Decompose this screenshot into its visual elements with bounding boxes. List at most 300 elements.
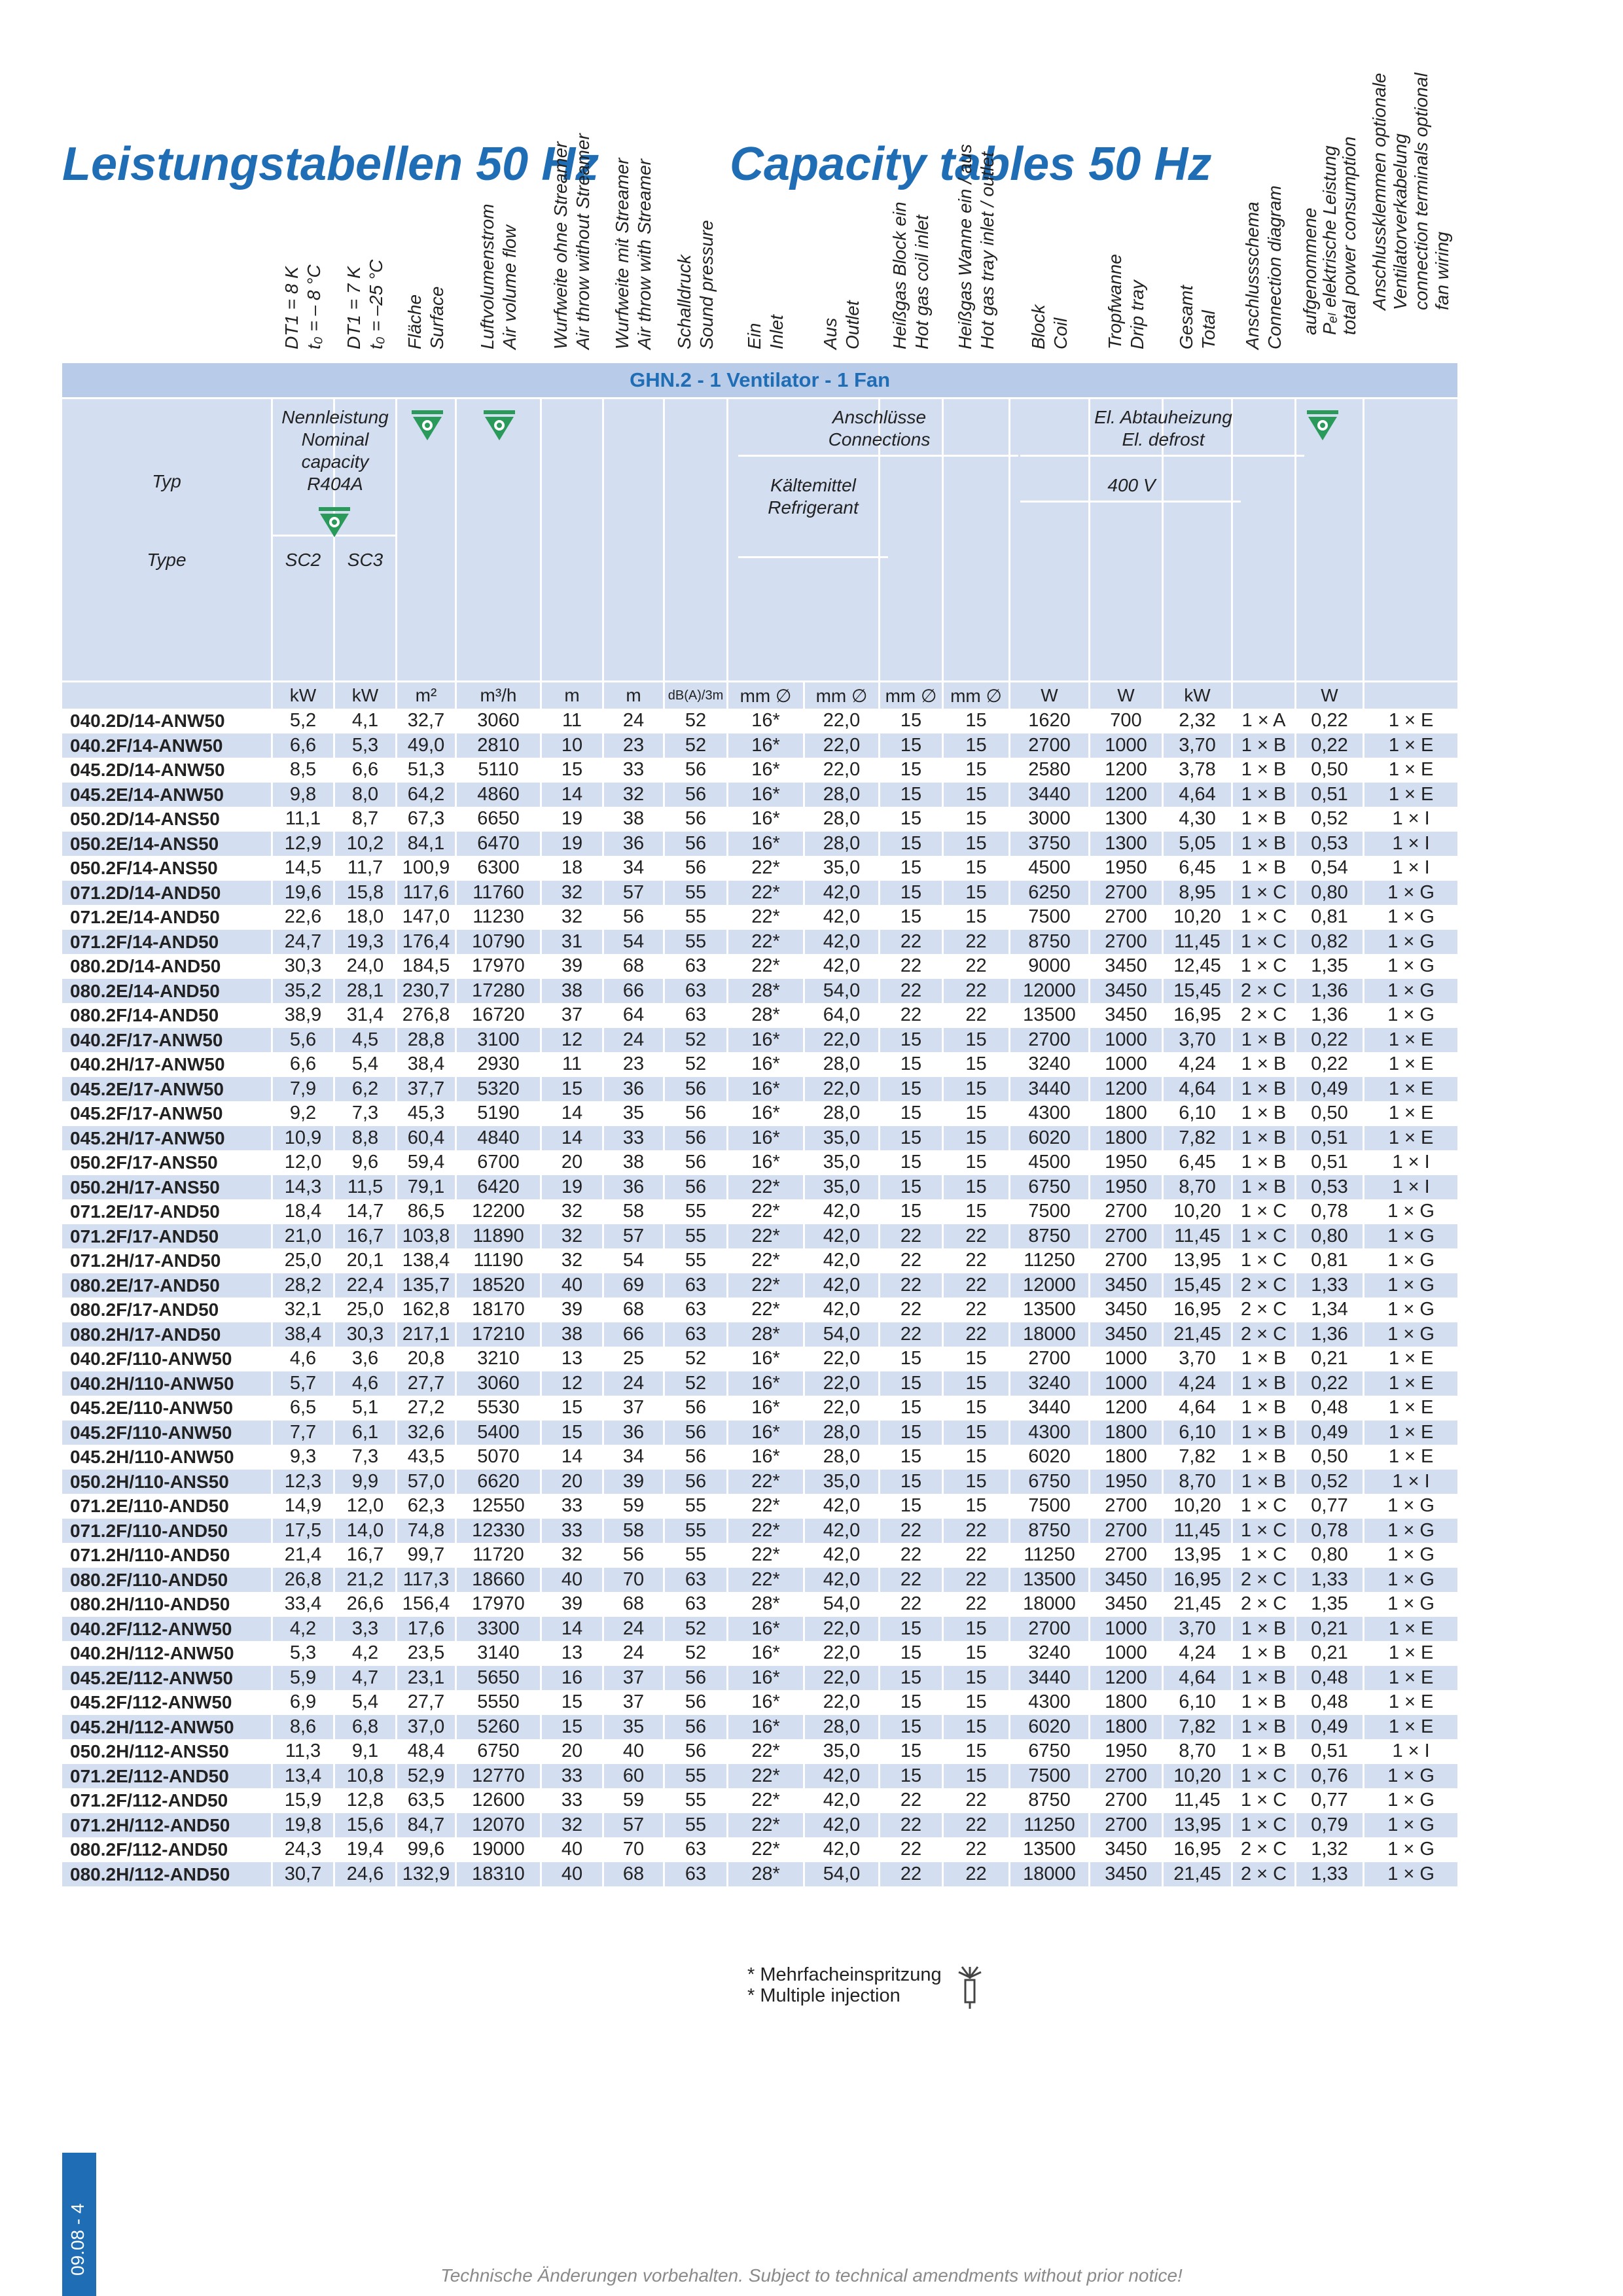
type-cell: 071.2H/112-AND50 — [62, 1813, 273, 1838]
value-cell: 42,0 — [805, 1298, 880, 1322]
value-cell: 7,7 — [273, 1421, 335, 1445]
value-cell: 23 — [604, 733, 665, 758]
value-cell: 0,22 — [1296, 1371, 1364, 1396]
value-cell: 4,30 — [1164, 807, 1233, 832]
value-cell: 57,0 — [397, 1470, 457, 1494]
value-cell: 22 — [944, 1568, 1010, 1593]
type-cell: 071.2E/112-AND50 — [62, 1764, 273, 1789]
type-cell: 080.2E/14-AND50 — [62, 979, 273, 1004]
value-cell: 1 × E — [1364, 1077, 1457, 1102]
type-cell: 080.2F/112-AND50 — [62, 1837, 273, 1862]
value-cell: 37 — [604, 1690, 665, 1715]
value-cell: 59,4 — [397, 1150, 457, 1175]
value-cell: 74,8 — [397, 1519, 457, 1544]
value-cell: 19,4 — [335, 1837, 397, 1862]
header-hotgas-block: Heißgas Block ein Hot gas coil inlet — [880, 399, 944, 680]
value-cell: 2700 — [1090, 1788, 1164, 1813]
value-cell: 3,70 — [1164, 1347, 1233, 1371]
type-cell: 045.2H/112-ANW50 — [62, 1715, 273, 1740]
table-row — [62, 1813, 1457, 1838]
value-cell: 1 × I — [1364, 807, 1457, 832]
value-cell: 16,95 — [1164, 1568, 1233, 1593]
header-sound: Schalldruck Sound pressure — [665, 399, 728, 680]
value-cell: 22 — [880, 1322, 944, 1347]
value-cell: 1 × G — [1364, 905, 1457, 930]
value-cell: 63 — [665, 1322, 728, 1347]
value-cell: 22* — [728, 1739, 805, 1764]
value-cell: 15 — [542, 1396, 604, 1421]
value-cell: 3450 — [1090, 954, 1164, 979]
value-cell: 4,24 — [1164, 1371, 1233, 1396]
table-row — [62, 1862, 1457, 1887]
value-cell: 4,24 — [1164, 1052, 1233, 1077]
type-cell: 071.2F/112-AND50 — [62, 1788, 273, 1813]
value-cell: 5,3 — [335, 733, 397, 758]
value-cell: 64 — [604, 1003, 665, 1028]
value-cell: 56 — [665, 856, 728, 881]
value-cell: 15 — [944, 1199, 1010, 1224]
value-cell: 15 — [944, 1150, 1010, 1175]
value-cell: 28,0 — [805, 1445, 880, 1470]
value-cell: 15 — [880, 1101, 944, 1126]
value-cell: 1,33 — [1296, 1568, 1364, 1593]
value-cell: 84,1 — [397, 832, 457, 857]
value-cell: 1 × G — [1364, 1813, 1457, 1838]
value-cell: 1 × B — [1233, 783, 1296, 807]
value-cell: 22,0 — [805, 758, 880, 783]
value-cell: 42,0 — [805, 1543, 880, 1568]
value-cell: 2700 — [1090, 1813, 1164, 1838]
value-cell: 35 — [604, 1715, 665, 1740]
value-cell: 2700 — [1010, 1617, 1090, 1642]
value-cell: 1 × B — [1233, 1371, 1296, 1396]
value-cell: 117,3 — [397, 1568, 457, 1593]
value-cell: 15 — [944, 1739, 1010, 1764]
value-cell: 15 — [944, 783, 1010, 807]
type-cell: 050.2F/14-ANS50 — [62, 856, 273, 881]
value-cell: 22* — [728, 856, 805, 881]
value-cell: 1 × B — [1233, 1641, 1296, 1666]
value-cell: 19000 — [457, 1837, 542, 1862]
value-cell: 3,78 — [1164, 758, 1233, 783]
value-cell: 15 — [880, 783, 944, 807]
value-cell: 8750 — [1010, 1788, 1090, 1813]
value-cell: 4300 — [1010, 1421, 1090, 1445]
type-cell: 050.2F/17-ANS50 — [62, 1150, 273, 1175]
value-cell: 1,34 — [1296, 1298, 1364, 1322]
type-cell: 071.2D/14-AND50 — [62, 881, 273, 906]
value-cell: 1950 — [1090, 1175, 1164, 1200]
value-cell: 9,2 — [273, 1101, 335, 1126]
value-cell: 32 — [604, 783, 665, 807]
value-cell: 12600 — [457, 1788, 542, 1813]
value-cell: 3060 — [457, 709, 542, 733]
table-row — [62, 758, 1457, 783]
value-cell: 22* — [728, 954, 805, 979]
value-cell: 18000 — [1010, 1592, 1090, 1617]
table-row — [62, 1543, 1457, 1568]
value-cell: 5,4 — [335, 1690, 397, 1715]
value-cell: 15 — [880, 1150, 944, 1175]
value-cell: 15 — [944, 1470, 1010, 1494]
value-cell: 42,0 — [805, 1837, 880, 1862]
value-cell: 0,78 — [1296, 1519, 1364, 1544]
value-cell: 25,0 — [335, 1298, 397, 1322]
value-cell: 1 × B — [1233, 1052, 1296, 1077]
value-cell: 22 — [880, 1519, 944, 1544]
value-cell: 0,53 — [1296, 832, 1364, 857]
value-cell: 33 — [542, 1494, 604, 1519]
value-cell: 22 — [944, 1273, 1010, 1298]
value-cell: 1 × B — [1233, 1396, 1296, 1421]
table-row — [62, 1248, 1457, 1273]
value-cell: 58 — [604, 1199, 665, 1224]
value-cell: 15 — [880, 1396, 944, 1421]
value-cell: 68 — [604, 1592, 665, 1617]
value-cell: 10,20 — [1164, 1199, 1233, 1224]
value-cell: 17210 — [457, 1322, 542, 1347]
value-cell: 16,7 — [335, 1543, 397, 1568]
value-cell: 56 — [665, 1445, 728, 1470]
value-cell: 15 — [944, 807, 1010, 832]
value-cell: 79,1 — [397, 1175, 457, 1200]
table-row — [62, 881, 1457, 906]
value-cell: 4,64 — [1164, 783, 1233, 807]
value-cell: 54,0 — [805, 1322, 880, 1347]
value-cell: 16* — [728, 1617, 805, 1642]
value-cell: 6750 — [1010, 1175, 1090, 1200]
value-cell: 6,6 — [273, 1052, 335, 1077]
value-cell: 52 — [665, 1028, 728, 1053]
value-cell: 15 — [944, 1641, 1010, 1666]
value-cell: 30,3 — [335, 1322, 397, 1347]
value-cell: 12550 — [457, 1494, 542, 1519]
value-cell: 22* — [728, 1543, 805, 1568]
value-cell: 0,78 — [1296, 1199, 1364, 1224]
value-cell: 39 — [542, 954, 604, 979]
value-cell: 22* — [728, 1175, 805, 1200]
value-cell: 42,0 — [805, 881, 880, 906]
value-cell: 9,6 — [335, 1150, 397, 1175]
value-cell: 22 — [944, 979, 1010, 1004]
value-cell: 276,8 — [397, 1003, 457, 1028]
value-cell: 1950 — [1090, 1150, 1164, 1175]
table-row — [62, 1666, 1457, 1691]
value-cell: 20 — [542, 1150, 604, 1175]
value-cell: 0,21 — [1296, 1641, 1364, 1666]
sc2-label: SC2 — [285, 550, 321, 570]
value-cell: 16* — [728, 832, 805, 857]
value-cell: 36 — [604, 1421, 665, 1445]
value-cell: 22* — [728, 1224, 805, 1249]
value-cell: 1 × B — [1233, 1175, 1296, 1200]
table-banner: GHN.2 - 1 Ventilator - 1 Fan — [62, 363, 1457, 399]
value-cell: 1 × G — [1364, 1764, 1457, 1789]
value-cell: 3440 — [1010, 783, 1090, 807]
value-cell: 22* — [728, 905, 805, 930]
value-cell: 10,20 — [1164, 1494, 1233, 1519]
value-cell: 0,77 — [1296, 1788, 1364, 1813]
value-cell: 32,1 — [273, 1298, 335, 1322]
table-row — [62, 930, 1457, 955]
value-cell: 2 × C — [1233, 1003, 1296, 1028]
type-cell: 040.2F/112-ANW50 — [62, 1617, 273, 1642]
value-cell: 1 × I — [1364, 1150, 1457, 1175]
value-cell: 5,9 — [273, 1666, 335, 1691]
value-cell: 13 — [542, 1641, 604, 1666]
value-cell: 15,8 — [335, 881, 397, 906]
value-cell: 52,9 — [397, 1764, 457, 1789]
value-cell: 12,45 — [1164, 954, 1233, 979]
value-cell: 25 — [604, 1347, 665, 1371]
value-cell: 14 — [542, 783, 604, 807]
value-cell: 8,70 — [1164, 1175, 1233, 1200]
table-row — [62, 905, 1457, 930]
value-cell: 22,0 — [805, 1028, 880, 1053]
value-cell: 1 × C — [1233, 1764, 1296, 1789]
type-cell: 050.2E/14-ANS50 — [62, 832, 273, 857]
value-cell: 4,2 — [273, 1617, 335, 1642]
value-cell: 2700 — [1090, 905, 1164, 930]
value-cell: 32 — [542, 1543, 604, 1568]
value-cell: 42,0 — [805, 1199, 880, 1224]
value-cell: 10 — [542, 733, 604, 758]
value-cell: 6,1 — [335, 1421, 397, 1445]
value-cell: 10,20 — [1164, 1764, 1233, 1789]
header-hotgas-tray: Heißgas Wanne ein / aus Hot gas tray inlet / outlet — [944, 399, 1010, 680]
value-cell: 37,0 — [397, 1715, 457, 1740]
value-cell: 28* — [728, 1862, 805, 1887]
value-cell: 14 — [542, 1617, 604, 1642]
page-title-en: Capacity tables 50 Hz — [730, 138, 1212, 190]
value-cell: 38 — [542, 979, 604, 1004]
value-cell: 0,80 — [1296, 1543, 1364, 1568]
value-cell: 32 — [542, 1224, 604, 1249]
disclaimer: Technische Änderungen vorbehalten. Subject to technical amendments without prior notice! — [440, 2265, 1183, 2286]
value-cell: 22* — [728, 881, 805, 906]
value-cell: 35,0 — [805, 1739, 880, 1764]
value-cell: 8,0 — [335, 783, 397, 807]
value-cell: 1,36 — [1296, 1003, 1364, 1028]
value-cell: 1800 — [1090, 1715, 1164, 1740]
value-cell: 35,0 — [805, 1126, 880, 1151]
value-cell: 0,51 — [1296, 783, 1364, 807]
value-cell: 15 — [944, 1396, 1010, 1421]
table-row — [62, 1101, 1457, 1126]
value-cell: 38 — [542, 1322, 604, 1347]
value-cell: 162,8 — [397, 1298, 457, 1322]
value-cell: 14,9 — [273, 1494, 335, 1519]
value-cell: 56 — [665, 1396, 728, 1421]
value-cell: 1 × G — [1364, 1298, 1457, 1322]
value-cell: 56 — [665, 783, 728, 807]
value-cell: 52 — [665, 709, 728, 733]
header-inlet: Ein Inlet — [728, 399, 805, 680]
value-cell: 38,4 — [397, 1052, 457, 1077]
value-cell: 1 × G — [1364, 954, 1457, 979]
value-cell: 1200 — [1090, 1077, 1164, 1102]
value-cell: 3060 — [457, 1371, 542, 1396]
value-cell: 15 — [944, 1690, 1010, 1715]
value-cell: 2 × C — [1233, 1837, 1296, 1862]
value-cell: 22* — [728, 1248, 805, 1273]
value-cell: 27,7 — [397, 1690, 457, 1715]
value-cell: 55 — [665, 930, 728, 955]
value-cell: 15 — [944, 1494, 1010, 1519]
value-cell: 21,45 — [1164, 1322, 1233, 1347]
table-row — [62, 1788, 1457, 1813]
value-cell: 1 × G — [1364, 1837, 1457, 1862]
value-cell: 3300 — [457, 1617, 542, 1642]
type-cell: 080.2F/14-AND50 — [62, 1003, 273, 1028]
value-cell: 5,2 — [273, 709, 335, 733]
value-cell: 0,22 — [1296, 733, 1364, 758]
value-cell: 16* — [728, 733, 805, 758]
table-row — [62, 1494, 1457, 1519]
value-cell: 1 × E — [1364, 1445, 1457, 1470]
value-cell: 22 — [944, 1543, 1010, 1568]
value-cell: 15 — [944, 1052, 1010, 1077]
value-cell: 19,6 — [273, 881, 335, 906]
value-cell: 0,22 — [1296, 1028, 1364, 1053]
value-cell: 33 — [542, 1519, 604, 1544]
table-row — [62, 1322, 1457, 1347]
value-cell: 1000 — [1090, 1028, 1164, 1053]
value-cell: 6,45 — [1164, 1150, 1233, 1175]
header-surface: Fläche Surface — [397, 399, 457, 680]
value-cell: 3,6 — [335, 1347, 397, 1371]
value-cell: 52 — [665, 1617, 728, 1642]
value-cell: 22,0 — [805, 1641, 880, 1666]
table-row — [62, 1421, 1457, 1445]
value-cell: 5,6 — [273, 1028, 335, 1053]
value-cell: 33 — [604, 758, 665, 783]
value-cell: 86,5 — [397, 1199, 457, 1224]
value-cell: 1 × C — [1233, 1248, 1296, 1273]
value-cell: 37 — [542, 1003, 604, 1028]
value-cell: 1,33 — [1296, 1273, 1364, 1298]
value-cell: 1 × C — [1233, 1788, 1296, 1813]
value-cell: 35,0 — [805, 856, 880, 881]
value-cell: 37,7 — [397, 1077, 457, 1102]
value-cell: 132,9 — [397, 1862, 457, 1887]
value-cell: 1,32 — [1296, 1837, 1364, 1862]
value-cell: 15 — [880, 1666, 944, 1691]
value-cell: 1950 — [1090, 1739, 1164, 1764]
value-cell: 1,35 — [1296, 1592, 1364, 1617]
value-cell: 15 — [880, 1494, 944, 1519]
units-row: kW kW m² m³/h m m dB(A)/3m mm ∅ mm ∅ mm ∅ mm ∅ W W kW W — [62, 680, 1457, 709]
value-cell: 16* — [728, 1150, 805, 1175]
value-cell: 11,45 — [1164, 1788, 1233, 1813]
value-cell: 1 × C — [1233, 954, 1296, 979]
value-cell: 1620 — [1010, 709, 1090, 733]
value-cell: 21,0 — [273, 1224, 335, 1249]
value-cell: 56 — [665, 1470, 728, 1494]
value-cell: 20 — [542, 1470, 604, 1494]
value-cell: 32 — [542, 1248, 604, 1273]
value-cell: 5550 — [457, 1690, 542, 1715]
value-cell: 0,50 — [1296, 1101, 1364, 1126]
value-cell: 1 × E — [1364, 1052, 1457, 1077]
value-cell: 16* — [728, 1052, 805, 1077]
refrigerant-header: Kältemittel Refrigerant — [768, 475, 859, 518]
table-row — [62, 733, 1457, 758]
value-cell: 0,82 — [1296, 930, 1364, 955]
value-cell: 13,95 — [1164, 1543, 1233, 1568]
value-cell: 22 — [880, 1543, 944, 1568]
value-cell: 24,7 — [273, 930, 335, 955]
value-cell: 15 — [880, 881, 944, 906]
value-cell: 16* — [728, 1101, 805, 1126]
value-cell: 28,0 — [805, 807, 880, 832]
value-cell: 1,33 — [1296, 1862, 1364, 1887]
value-cell: 0,49 — [1296, 1715, 1364, 1740]
header-throw-without: Wurfweite ohne Streamer Air throw without Streamer — [542, 399, 604, 680]
value-cell: 1800 — [1090, 1421, 1164, 1445]
value-cell: 1200 — [1090, 758, 1164, 783]
value-cell: 17970 — [457, 954, 542, 979]
value-cell: 42,0 — [805, 930, 880, 955]
value-cell: 22* — [728, 1813, 805, 1838]
value-cell: 42,0 — [805, 1494, 880, 1519]
value-cell: 6020 — [1010, 1445, 1090, 1470]
value-cell: 58 — [604, 1519, 665, 1544]
value-cell: 1 × B — [1233, 1739, 1296, 1764]
value-cell: 4,7 — [335, 1666, 397, 1691]
value-cell: 31,4 — [335, 1003, 397, 1028]
table-row — [62, 1641, 1457, 1666]
value-cell: 15 — [880, 832, 944, 857]
value-cell: 2 × C — [1233, 1322, 1296, 1347]
value-cell: 1 × B — [1233, 1028, 1296, 1053]
type-cell: 080.2F/110-AND50 — [62, 1568, 273, 1593]
value-cell: 16* — [728, 1126, 805, 1151]
value-cell: 22,0 — [805, 1347, 880, 1371]
value-cell: 17,6 — [397, 1617, 457, 1642]
value-cell: 36 — [604, 832, 665, 857]
value-cell: 37 — [604, 1666, 665, 1691]
value-cell: 31 — [542, 930, 604, 955]
value-cell: 12,0 — [335, 1494, 397, 1519]
table-row — [62, 856, 1457, 881]
value-cell: 4,1 — [335, 709, 397, 733]
value-cell: 9,9 — [335, 1470, 397, 1494]
value-cell: 39 — [542, 1298, 604, 1322]
value-cell: 11,45 — [1164, 1224, 1233, 1249]
value-cell: 22* — [728, 1568, 805, 1593]
value-cell: 22* — [728, 1470, 805, 1494]
value-cell: 13,95 — [1164, 1813, 1233, 1838]
value-cell: 16* — [728, 1347, 805, 1371]
value-cell: 1 × G — [1364, 930, 1457, 955]
value-cell: 0,80 — [1296, 1224, 1364, 1249]
table-row — [62, 1445, 1457, 1470]
value-cell: 14 — [542, 1126, 604, 1151]
value-cell: 56 — [665, 1101, 728, 1126]
header-throw-with: Wurfweite mit Streamer Air throw with Streamer — [604, 399, 665, 680]
nominal-capacity-header: Nennleistung Nominal capacity R404A — [281, 407, 389, 494]
value-cell: 1000 — [1090, 1617, 1164, 1642]
header-block: Block Coil — [1010, 399, 1090, 680]
value-cell: 35,2 — [273, 979, 335, 1004]
value-cell: 0,53 — [1296, 1175, 1364, 1200]
value-cell: 16* — [728, 1641, 805, 1666]
value-cell: 0,21 — [1296, 1347, 1364, 1371]
value-cell: 14,3 — [273, 1175, 335, 1200]
value-cell: 32,6 — [397, 1421, 457, 1445]
value-cell: 1000 — [1090, 1347, 1164, 1371]
